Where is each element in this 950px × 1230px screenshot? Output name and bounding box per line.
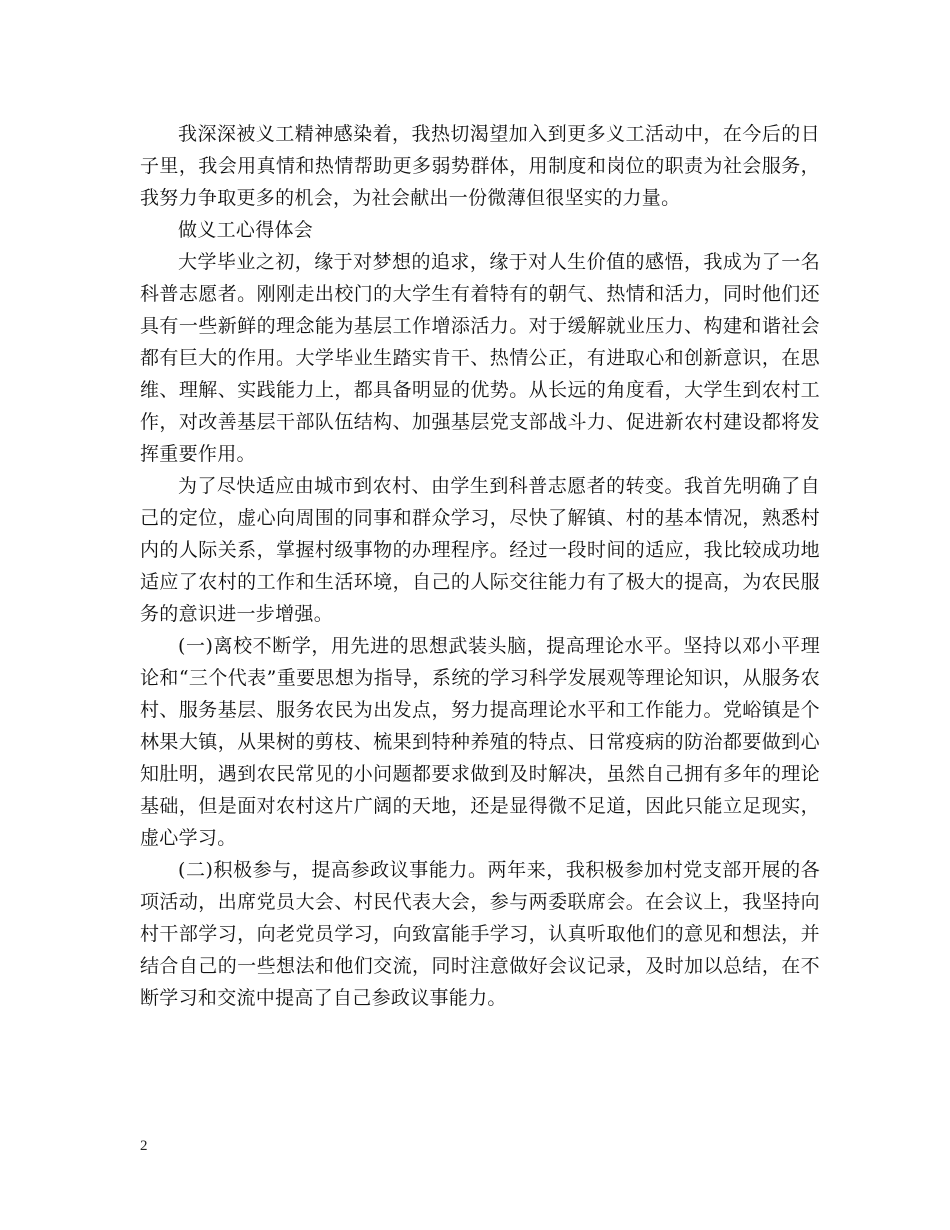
paragraph-point-one: (一)离校不断学，用先进的思想武装头脑，提高理论水平。坚持以邓小平理论和“三个代表”重要思想为指导，系统的学习科学发展观等理论知识，从服务农村、服务基层、服务农民为出发点，努力提高理论水平和工作能力。党峪镇是个林果大镇，从果树的剪枝、梳果到特种养殖的特点、日常疫病的防治都要做到心知肚明，遇到农民常见的小问题都要求做到及时解决，虽然自己拥有多年的理论基础，但是面对农村这片广阔的天地，还是显得微不足道，因此只能立足现实，虚心学习。 (140, 635, 820, 849)
paragraph-graduate-volunteer: 大学毕业之初，缘于对梦想的追求，缘于对人生价值的感悟，我成为了一名科普志愿者。刚刚走出校门的大学生有着特有的朝气、热情和活力，同时他们还具有一些新鲜的理念能为基层工作增添活力。对于缓解就业压力、构建和谐社会都有巨大的作用。大学毕业生踏实肯干、热情公正，有进取心和创新意识，在思维、理解、实践能力上，都具备明显的优势。从长远的角度看，大学生到农村工作，对改善基层干部队伍结构、加强基层党支部战斗力、促进新农村建设都将发挥重要作用。 (140, 251, 820, 465)
paragraph-volunteer-spirit: 我深深被义工精神感染着，我热切渴望加入到更多义工活动中，在今后的日子里，我会用真情和热情帮助更多弱势群体，用制度和岗位的职责为社会服务，我努力争取更多的机会，为社会献出一份微薄但很坚实的力量。 (140, 123, 820, 209)
page-number: 2 (140, 1138, 148, 1154)
section-heading: 做义工心得体会 (178, 219, 314, 241)
paragraph-point-two: (二)积极参与，提高参政议事能力。两年来，我积极参加村党支部开展的各项活动，出席党员大会、村民代表大会，参与两委联席会。在会议上，我坚持向村干部学习，向老党员学习，向致富能手学习，认真听取他们的意见和想法，并结合自己的一些想法和他们交流，同时注意做好会议记录，及时加以总结，在不断学习和交流中提高了自己参政议事能力。 (140, 859, 820, 1009)
document-body (140, 118, 820, 1014)
paragraph-adaptation: 为了尽快适应由城市到农村、由学生到科普志愿者的转变。我首先明确了自己的定位，虚心向周围的同事和群众学习，尽快了解镇、村的基本情况，熟悉村内的人际关系，掌握村级事物的办理程序。经过一段时间的适应，我比较成功地适应了农村的工作和生活环境，自己的人际交往能力有了极大的提高，为农民服务的意识进一步增强。 (140, 475, 820, 625)
